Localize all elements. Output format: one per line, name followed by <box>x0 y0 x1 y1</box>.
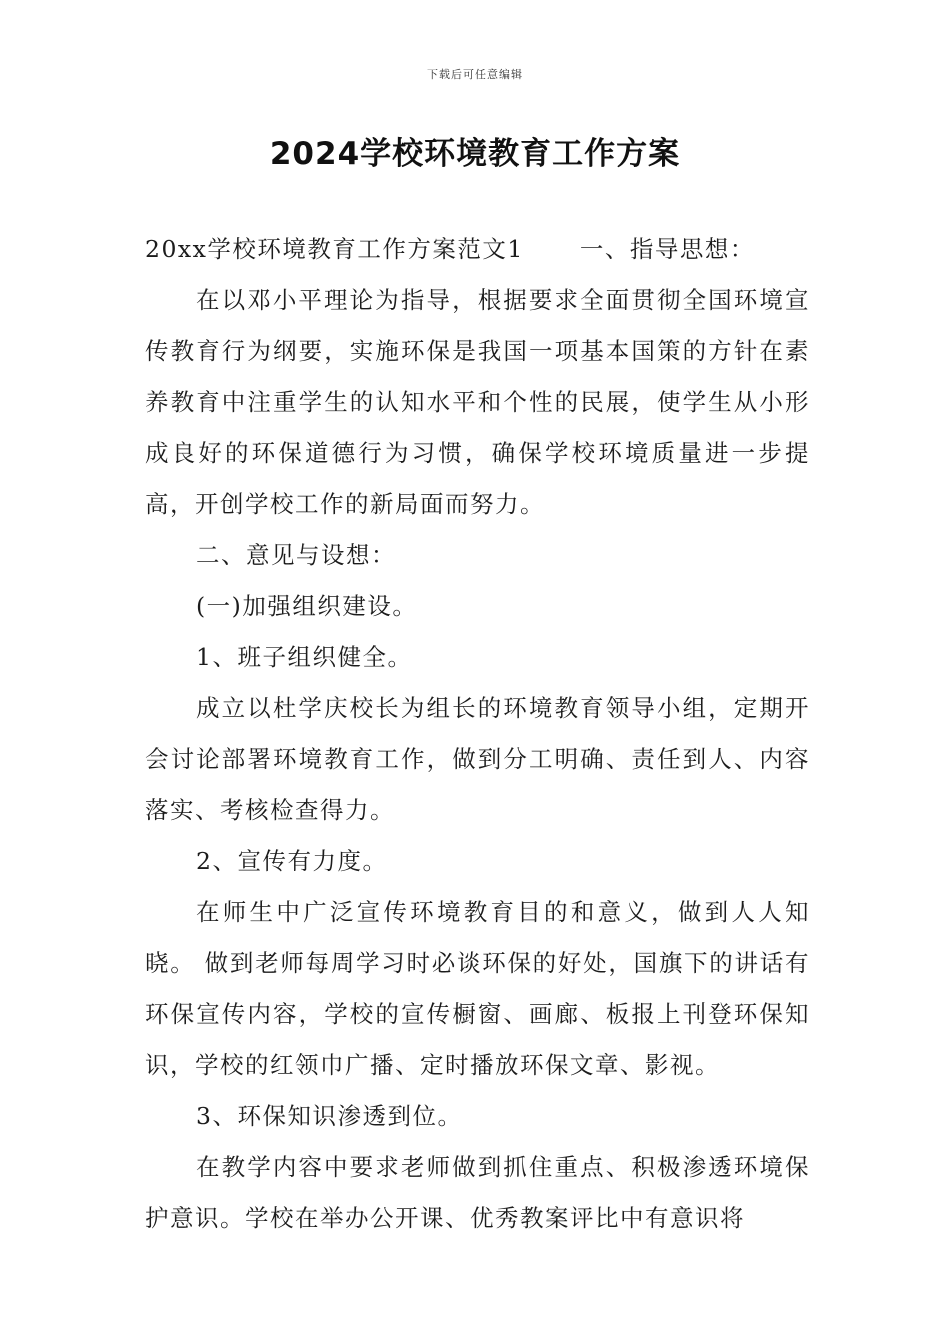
section-heading-guiding-ideas: 一、指导思想： <box>579 235 755 263</box>
intro-label: 20xx学校环境教育工作方案范文1 <box>145 235 524 263</box>
item-1-heading: 1、班子组织健全。 <box>196 643 413 671</box>
document-title: 2024学校环境教育工作方案 <box>269 136 681 172</box>
subheading-organization: (一)加强组织建设。 <box>196 592 418 620</box>
document-body <box>145 224 810 1244</box>
paragraph-guiding-ideas: 在以邓小平理论为指导，根据要求全面贯彻全国环境宣传教育行为纲要，实施环保是我国一项基本国策的方针在素养教育中注重学生的认知水平和个性的民展，使学生从小形成良好的环保道德行为习惯，确保学校环境质量进一步提高，开创学校工作的新局面而努力。 <box>145 286 810 518</box>
section-heading-opinions: 二、意见与设想： <box>196 541 396 569</box>
intro-line <box>145 224 810 275</box>
item-2-heading: 2、宣传有力度。 <box>196 847 388 875</box>
header-note: 下载后可任意编辑 <box>427 68 523 81</box>
item-3-heading: 3、环保知识渗透到位。 <box>196 1102 463 1130</box>
paragraph-knowledge-infusion: 在教学内容中要求老师做到抓住重点、积极渗透环境保护意识。学校在举办公开课、优秀教案评比中有意识将 <box>145 1153 810 1232</box>
paragraph-publicity: 在师生中广泛宣传环境教育目的和意义，做到人人知晓。 做到老师每周学习时必谈环保的好处，国旗下的讲话有环保宣传内容，学校的宣传橱窗、画廊、板报上刊登环保知识，学校的红领巾广播、定时播放环保文章、影视。 <box>145 898 810 1079</box>
paragraph-leadership-group: 成立以杜学庆校长为组长的环境教育领导小组，定期开会讨论部署环境教育工作，做到分工明确、责任到人、内容落实、考核检查得力。 <box>145 694 810 824</box>
